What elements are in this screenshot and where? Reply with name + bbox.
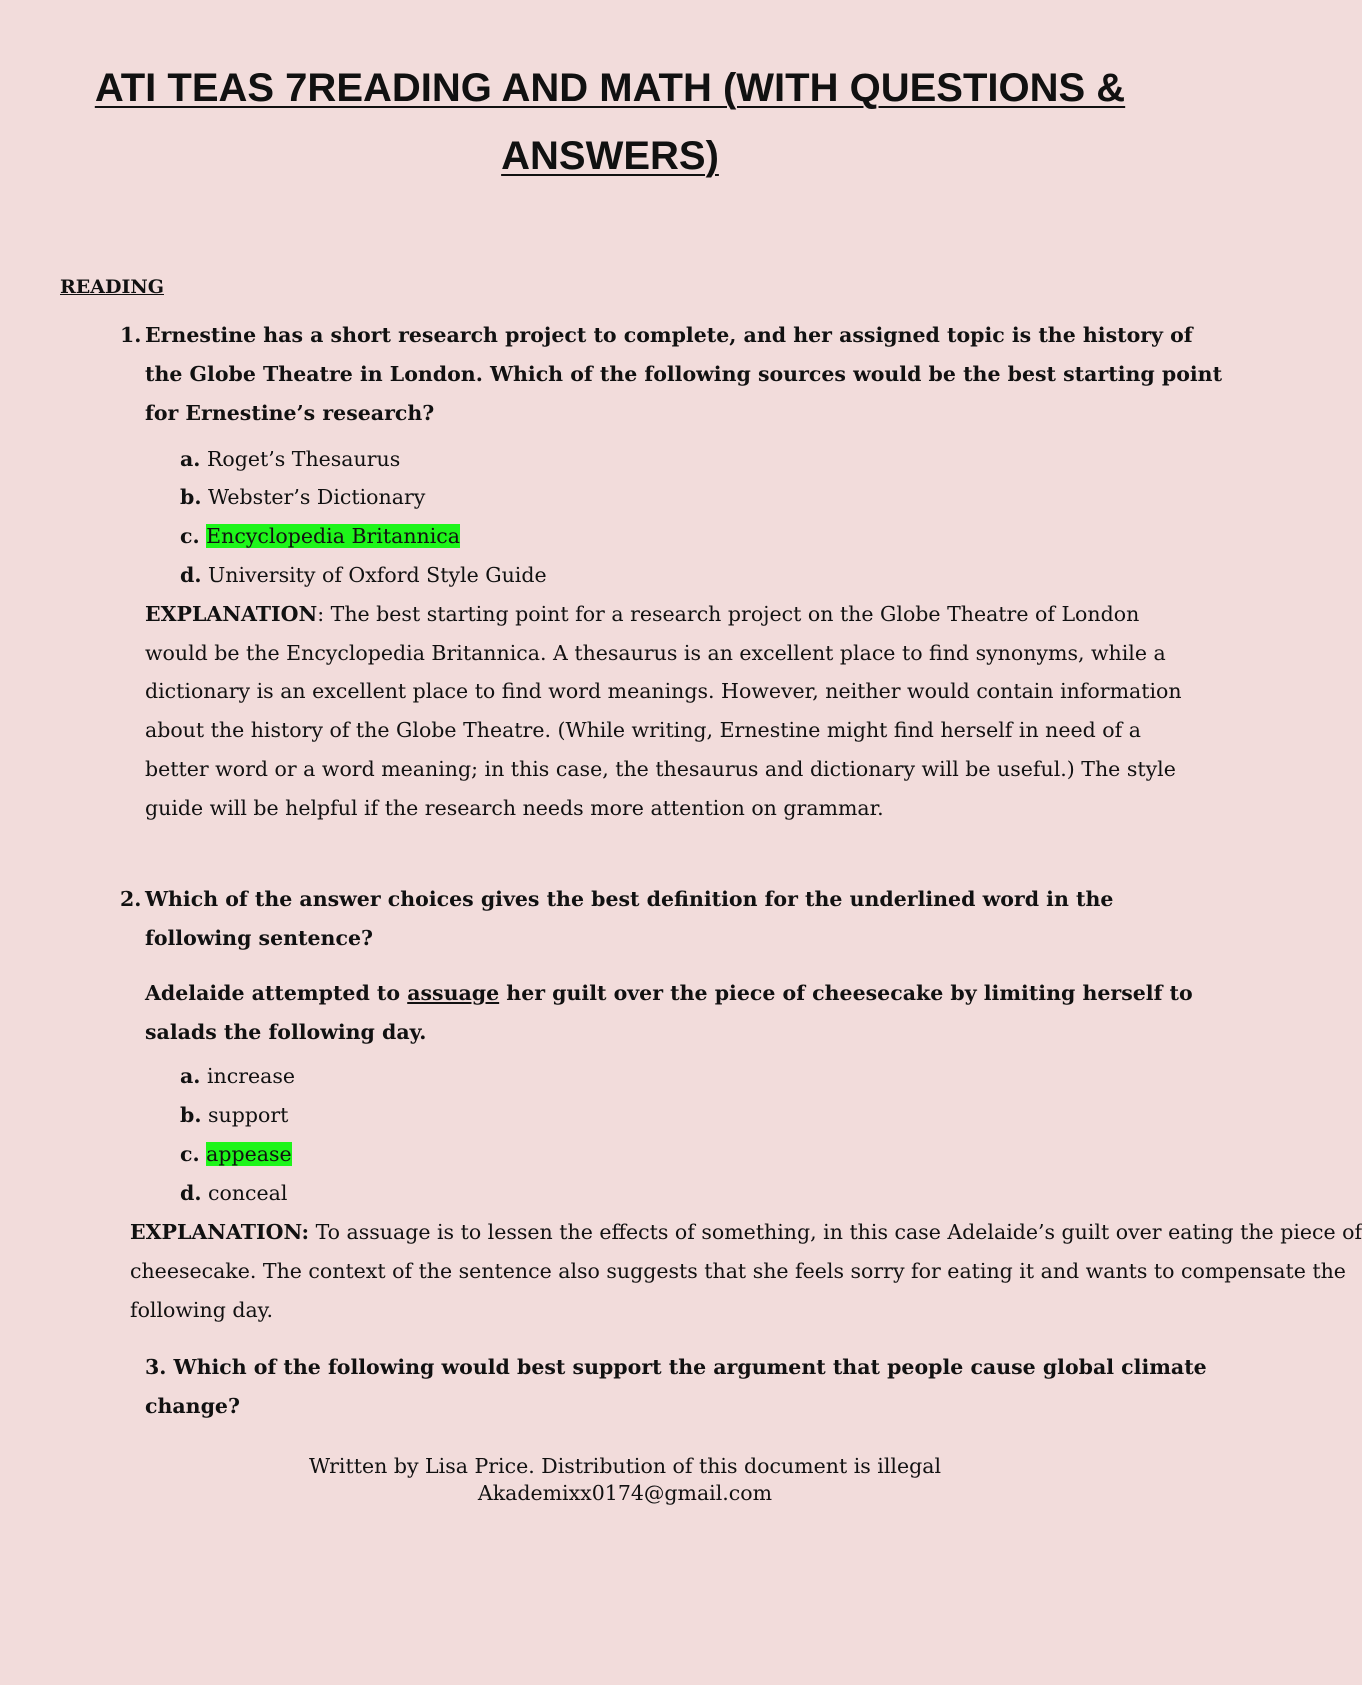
question-text-line: change? [145,1394,240,1418]
explanation-line: cheesecake. The context of the sentence also suggests that she feels sorry for eating it and wants to compensate the [130,1259,1346,1283]
question-text: Which of the following would best support the argument that people cause global climate [173,1355,1207,1379]
document-title-line-1: ATI TEAS 7READING AND MATH (WITH QUESTIONS & [94,66,1126,110]
question-text-line: the Globe Theatre in London. Which of the following sources would be the best starting point [145,362,1223,386]
option-text: University of Oxford Style Guide [208,563,547,587]
option-text: Roget’s Thesaurus [206,447,401,471]
question-number: 3. [145,1355,167,1379]
option-letter: d. [180,563,202,587]
option-text: conceal [208,1181,288,1205]
document-title-line-2: ANSWERS) [501,134,719,178]
explanation-line: would be the Encyclopedia Britannica. A thesaurus is an excellent place to find synonyms, while a [145,641,1166,665]
sentence-part: Adelaide attempted to [145,981,408,1005]
option-letter: b. [180,1103,202,1127]
question-text-line: following sentence? [145,926,373,950]
underlined-word: assuage [407,981,500,1005]
question-number: 1. [120,323,142,347]
footer-author-notice: Written by Lisa Price. Distribution of this document is illegal [308,1454,942,1478]
option-text: support [208,1103,289,1127]
question-text-line: Ernestine has a short research project to complete, and her assigned topic is the history of [145,323,1193,347]
option-letter: a. [180,1064,201,1088]
question-text-line: Which of the answer choices gives the best definition for the underlined word in the [145,887,1114,911]
answer-option-d [180,1181,287,1205]
option-letter: c. [180,1142,200,1166]
sentence-part: her guilt over the piece of cheesecake by limiting herself to [499,981,1193,1005]
option-letter: b. [180,485,202,509]
highlighted-answer: appease [206,1142,292,1166]
option-letter: c. [180,524,200,548]
answer-option-c-correct [180,1142,292,1166]
explanation-line [130,1220,1362,1244]
explanation-line: following day. [130,1298,274,1322]
option-text: increase [206,1064,295,1088]
answer-option-a [180,1064,295,1088]
answer-option-a [180,447,400,471]
question-number: 2. [120,887,142,911]
answer-option-d [180,563,547,587]
explanation-text: : The best starting point for a research project on the Globe Theatre of London [317,602,1140,626]
footer-email: Akademixx0174@gmail.com [477,1481,773,1505]
option-letter: d. [180,1181,202,1205]
explanation-line: about the history of the Globe Theatre. (While writing, Ernestine might find herself in need of a [145,718,1141,742]
answer-option-b [180,1103,288,1127]
explanation-label: EXPLANATION [145,602,318,626]
example-sentence-line [145,981,1193,1005]
explanation-line: dictionary is an excellent place to find word meanings. However, neither would contain information [145,679,1182,703]
explanation-label: EXPLANATION: [130,1220,310,1244]
answer-option-b [180,485,425,509]
example-sentence-line: salads the following day. [145,1020,427,1044]
option-text: Webster’s Dictionary [208,485,426,509]
section-heading-reading: READING [60,276,164,298]
explanation-line [145,602,1139,626]
explanation-line: guide will be helpful if the research needs more attention on grammar. [145,796,884,820]
question-text-line: for Ernestine’s research? [145,401,435,425]
question-text-line [145,1355,1207,1379]
explanation-line: better word or a word meaning; in this case, the thesaurus and dictionary will be useful.) The style [145,757,1176,781]
answer-option-c-correct [180,524,460,548]
explanation-text: To assuage is to lessen the effects of something, in this case Adelaide’s guilt over eating the piece of [309,1220,1362,1244]
option-letter: a. [180,447,201,471]
highlighted-answer: Encyclopedia Britannica [206,524,460,548]
